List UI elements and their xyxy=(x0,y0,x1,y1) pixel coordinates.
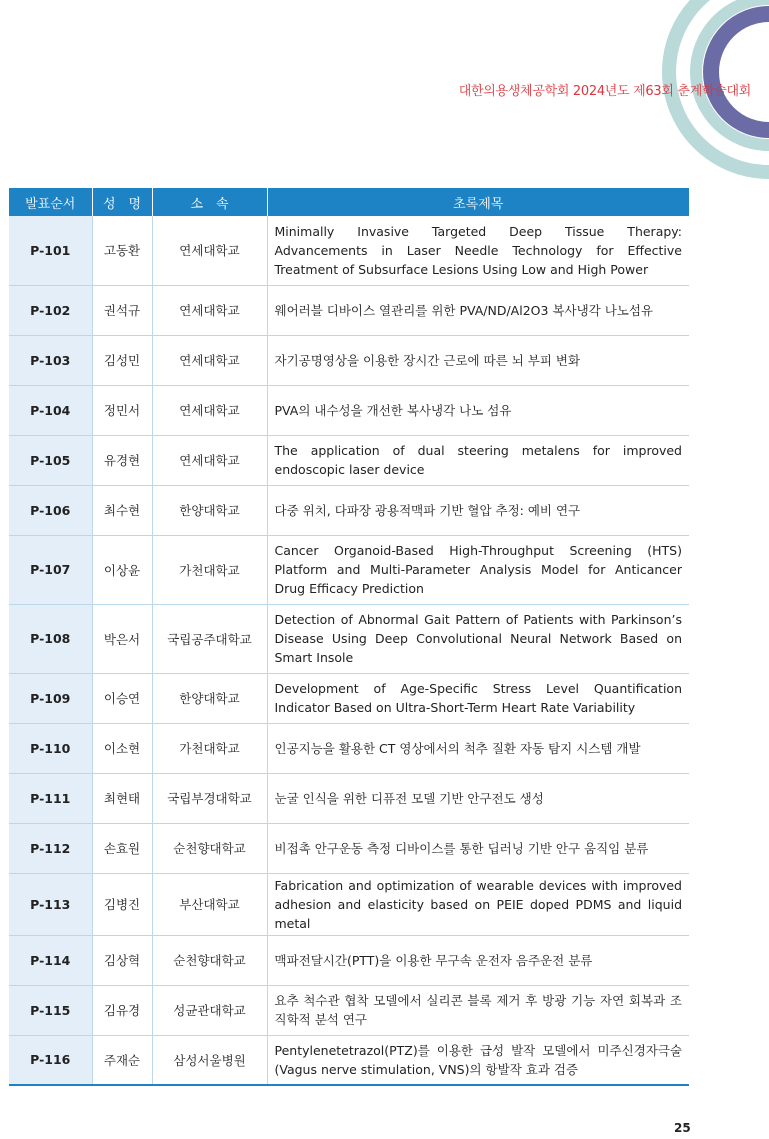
row-title: PVA의 내수성을 개선한 복사냉각 나노 섬유 xyxy=(267,385,689,435)
row-affiliation: 가천대학교 xyxy=(152,535,267,604)
row-name: 유경현 xyxy=(92,435,152,485)
row-name: 김상혁 xyxy=(92,935,152,985)
row-affiliation: 연세대학교 xyxy=(152,385,267,435)
row-title: Cancer Organoid-Based High-Throughput Screening (HTS) Platform and Multi-Parameter Analysis Model for Anticancer Drug Efficacy Prediction xyxy=(267,535,689,604)
row-name: 정민서 xyxy=(92,385,152,435)
row-name: 고동환 xyxy=(92,216,152,285)
table-row xyxy=(9,385,689,435)
row-affiliation: 연세대학교 xyxy=(152,435,267,485)
table-row xyxy=(9,535,689,604)
row-name: 권석규 xyxy=(92,285,152,335)
row-code: P-107 xyxy=(9,535,92,604)
row-name: 이소현 xyxy=(92,723,152,773)
row-name: 최현태 xyxy=(92,773,152,823)
row-affiliation: 한양대학교 xyxy=(152,673,267,723)
table-row xyxy=(9,673,689,723)
table-row xyxy=(9,216,689,285)
row-title: 자기공명영상을 이용한 장시간 근로에 따른 뇌 부피 변화 xyxy=(267,335,689,385)
row-title: Detection of Abnormal Gait Pattern of Patients with Parkinson’s Disease Using Deep Convolutional Neural Network Based on Smart Insole xyxy=(267,604,689,673)
row-code: P-116 xyxy=(9,1035,92,1085)
row-code: P-109 xyxy=(9,673,92,723)
row-code: P-105 xyxy=(9,435,92,485)
row-title: The application of dual steering metalens for improved endoscopic laser device xyxy=(267,435,689,485)
row-code: P-115 xyxy=(9,985,92,1035)
row-affiliation: 순천향대학교 xyxy=(152,935,267,985)
row-code: P-106 xyxy=(9,485,92,535)
row-code: P-103 xyxy=(9,335,92,385)
row-code: P-111 xyxy=(9,773,92,823)
row-title: Pentylenetetrazol(PTZ)를 이용한 급성 발작 모델에서 미주신경자극술(Vagus nerve stimulation, VNS)의 항발작 효과 검증 xyxy=(267,1035,689,1085)
row-code: P-110 xyxy=(9,723,92,773)
row-title: 인공지능을 활용한 CT 영상에서의 척추 질환 자동 탐지 시스템 개발 xyxy=(267,723,689,773)
table-row xyxy=(9,435,689,485)
header-title: 초록제목 xyxy=(267,188,689,216)
program-table xyxy=(9,188,689,1086)
table-row xyxy=(9,1035,689,1085)
row-name: 김성민 xyxy=(92,335,152,385)
row-affiliation: 성균관대학교 xyxy=(152,985,267,1035)
row-title: Development of Age-Specific Stress Level Quantification Indicator Based on Ultra-Short-Term Heart Rate Variability xyxy=(267,673,689,723)
row-affiliation: 연세대학교 xyxy=(152,335,267,385)
table-row xyxy=(9,873,689,935)
row-affiliation: 부산대학교 xyxy=(152,873,267,935)
row-code: P-112 xyxy=(9,823,92,873)
header-name: 성 명 xyxy=(92,188,152,216)
row-affiliation: 국립공주대학교 xyxy=(152,604,267,673)
row-title: 다중 위치, 다파장 광용적맥파 기반 혈압 추정: 예비 연구 xyxy=(267,485,689,535)
row-name: 주재순 xyxy=(92,1035,152,1085)
table-row xyxy=(9,723,689,773)
table-row xyxy=(9,604,689,673)
row-title: 웨어러블 디바이스 열관리를 위한 PVA/ND/Al2O3 복사냉각 나노섬유 xyxy=(267,285,689,335)
table-row xyxy=(9,823,689,873)
table-row xyxy=(9,485,689,535)
row-name: 이승연 xyxy=(92,673,152,723)
row-title: Minimally Invasive Targeted Deep Tissue Therapy: Advancements in Laser Needle Technology for Effective Treatment of Subsurface Lesions Using Low and High Power xyxy=(267,216,689,285)
row-affiliation: 삼성서울병원 xyxy=(152,1035,267,1085)
conference-title: 대한의용생체공학회 2024년도 제63회 춘계학술대회 xyxy=(458,84,751,99)
table-row xyxy=(9,935,689,985)
row-name: 이상윤 xyxy=(92,535,152,604)
header-order: 발표순서 xyxy=(9,188,92,216)
table-header-row xyxy=(9,188,689,216)
table-row xyxy=(9,285,689,335)
row-name: 김병진 xyxy=(92,873,152,935)
row-title: Fabrication and optimization of wearable devices with improved adhesion and elasticity based on PEIE doped PDMS and liquid metal xyxy=(267,873,689,935)
row-code: P-102 xyxy=(9,285,92,335)
row-affiliation: 연세대학교 xyxy=(152,216,267,285)
row-affiliation: 가천대학교 xyxy=(152,723,267,773)
row-name: 김유경 xyxy=(92,985,152,1035)
row-title: 눈굴 인식을 위한 디퓨전 모델 기반 안구전도 생성 xyxy=(267,773,689,823)
row-title: 맥파전달시간(PTT)을 이용한 무구속 운전자 음주운전 분류 xyxy=(267,935,689,985)
row-affiliation: 순천향대학교 xyxy=(152,823,267,873)
row-name: 최수현 xyxy=(92,485,152,535)
row-affiliation: 국립부경대학교 xyxy=(152,773,267,823)
row-code: P-101 xyxy=(9,216,92,285)
row-affiliation: 연세대학교 xyxy=(152,285,267,335)
table-row xyxy=(9,773,689,823)
row-affiliation: 한양대학교 xyxy=(152,485,267,535)
page-number: 25 xyxy=(674,1121,691,1135)
row-title: 요추 척수관 협착 모델에서 실리콘 블록 제거 후 방광 기능 자연 회복과 조직학적 분석 연구 xyxy=(267,985,689,1035)
table-row xyxy=(9,335,689,385)
row-name: 손효원 xyxy=(92,823,152,873)
row-code: P-104 xyxy=(9,385,92,435)
row-code: P-108 xyxy=(9,604,92,673)
row-code: P-113 xyxy=(9,873,92,935)
table-row xyxy=(9,985,689,1035)
row-code: P-114 xyxy=(9,935,92,985)
table-body xyxy=(9,216,689,1085)
row-name: 박은서 xyxy=(92,604,152,673)
header-affiliation: 소 속 xyxy=(152,188,267,216)
row-title: 비접촉 안구운동 측정 디바이스를 통한 딥러닝 기반 안구 움직임 분류 xyxy=(267,823,689,873)
